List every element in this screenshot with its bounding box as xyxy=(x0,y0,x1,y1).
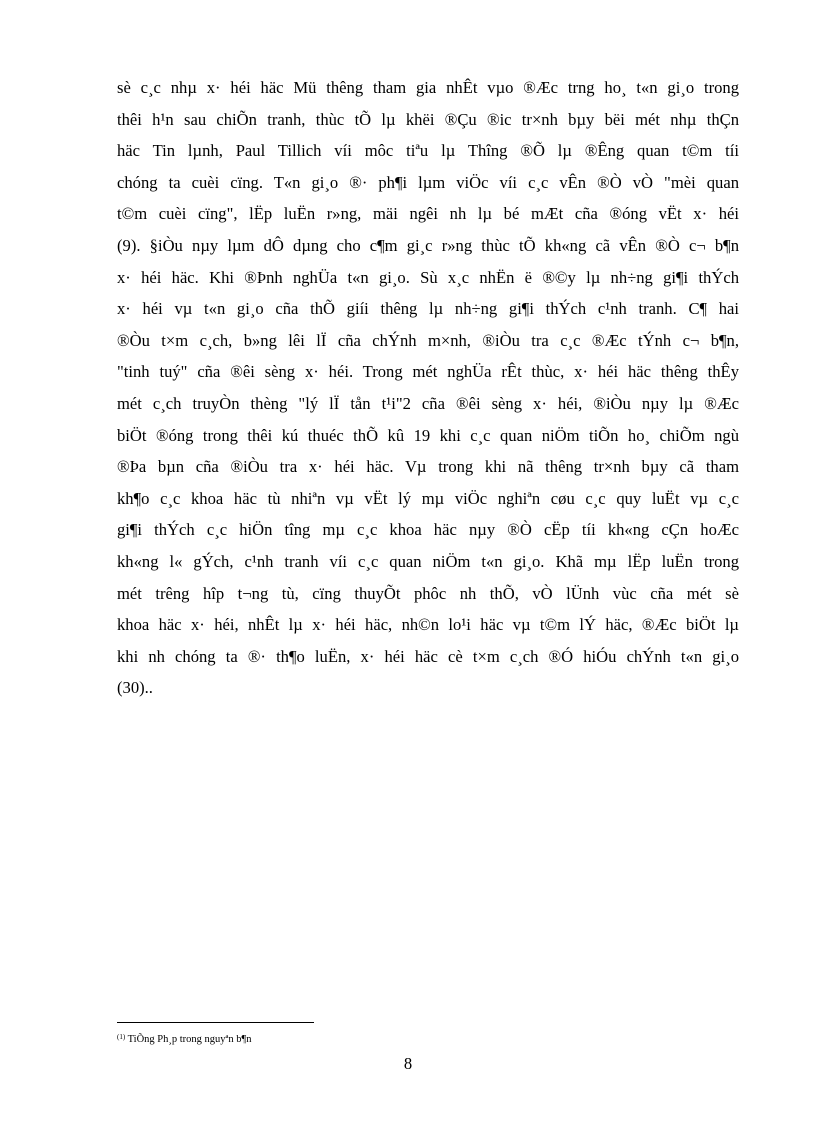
text-line-last: (30).. xyxy=(117,678,153,698)
text-line: x· héi vµ t«n gi¸o cña thÕ giíi thêng lµ nh÷ng gi¶i thÝch c¹nh tranh. C¶ hai xyxy=(117,299,739,319)
text-line: ®Òu t×m c¸ch, b»ng lêi lÏ cña chÝnh m×nh, ®iÒu tra c¸c ®Æc tÝnh c¬ b¶n, xyxy=(117,330,739,350)
text-line: x· héi häc. Khi ®Þnh nghÜa t«n gi¸o. Sù x¸c nhËn ë ®©y lµ nh÷ng gi¶i thÝch xyxy=(117,267,739,287)
text-line: mét trêng hîp t¬ng tù, cïng thuyÕt phôc nh thÕ, vÒ lÜnh vùc cña mét sè xyxy=(117,583,739,603)
text-line: gi¶i thÝch c¸c hiÖn tîng mµ c¸c khoa häc nµy ®Ò cËp tíi kh«ng cÇn hoÆc xyxy=(117,520,739,540)
text-line: khoa häc x· héi, nhÊt lµ x· héi häc, nh©n lo¹i häc vµ t©m lÝ häc, ®Æc biÖt lµ xyxy=(117,615,739,635)
footnote xyxy=(117,1030,252,1047)
text-line: t©m cuèi cïng", lËp luËn r»ng, mäi ngêi nh lµ bé mÆt cña ®óng vËt x· héi xyxy=(117,204,739,224)
footnote-divider xyxy=(117,1022,314,1023)
footnote-marker: (1) xyxy=(117,1033,126,1041)
text-line: thêi h¹n sau chiÕn tranh, thùc tÕ lµ khëi ®Çu ®ic tr×nh bµy bëi mét nhµ thÇn xyxy=(117,109,739,129)
text-line: kh¶o c¸c khoa häc tù nhiªn vµ vËt lý mµ viÖc nghiªn cøu c¸c quy luËt vµ c¸c xyxy=(117,488,739,508)
footnote-text: TiÕng Ph¸p trong nguyªn b¶n xyxy=(127,1034,252,1045)
body-text xyxy=(117,72,739,704)
text-line: khi nh chóng ta ®· th¶o luËn, x· héi häc cè t×m c¸ch ®Ó hiÓu chÝnh t«n gi¸o xyxy=(117,646,739,666)
text-line: sè c¸c nhµ x· héi häc Mü thêng tham gia nhÊt vµo ®Æc trng ho¸ t«n gi¸o trong xyxy=(117,78,739,97)
text-line: biÖt ®óng trong thêi kú thuéc thÕ kû 19 khi c¸c quan niÖm tiÕn ho¸ chiÕm ngù xyxy=(117,425,739,445)
text-line: chóng ta cuèi cïng. T«n gi¸o ®· ph¶i lµm viÖc víi c¸c vÊn ®Ò vÒ "mèi quan xyxy=(117,172,739,192)
page-number: 8 xyxy=(403,1054,413,1073)
text-line: häc Tin lµnh, Paul Tillich víi môc tiªu lµ Thîng ®Õ lµ ®Êng quan t©m tíi xyxy=(117,141,739,161)
text-line: "tinh tuý" cña ®êi sèng x· héi. Trong mét nghÜa rÊt thùc, x· héi häc thêng thÊy xyxy=(117,362,739,382)
text-line: ®Þa bµn cña ®iÒu tra x· héi häc. Vµ trong khi nã thêng tr×nh bµy cã tham xyxy=(117,457,739,477)
text-line: kh«ng l« gÝch, c¹nh tranh víi c¸c quan niÖm t«n gi¸o. Khã mµ lËp luËn trong xyxy=(117,551,739,571)
text-line: (9). §iÒu nµy lµm dÔ dµng cho c¶m gi¸c r»ng thùc tÕ kh«ng cã vÊn ®Ò c¬ b¶n xyxy=(117,235,739,255)
text-line: mét c¸ch truyÒn thèng "lý lÏ tån t¹i"2 cña ®êi sèng x· héi, ®iÒu nµy lµ ®Æc xyxy=(117,393,739,413)
